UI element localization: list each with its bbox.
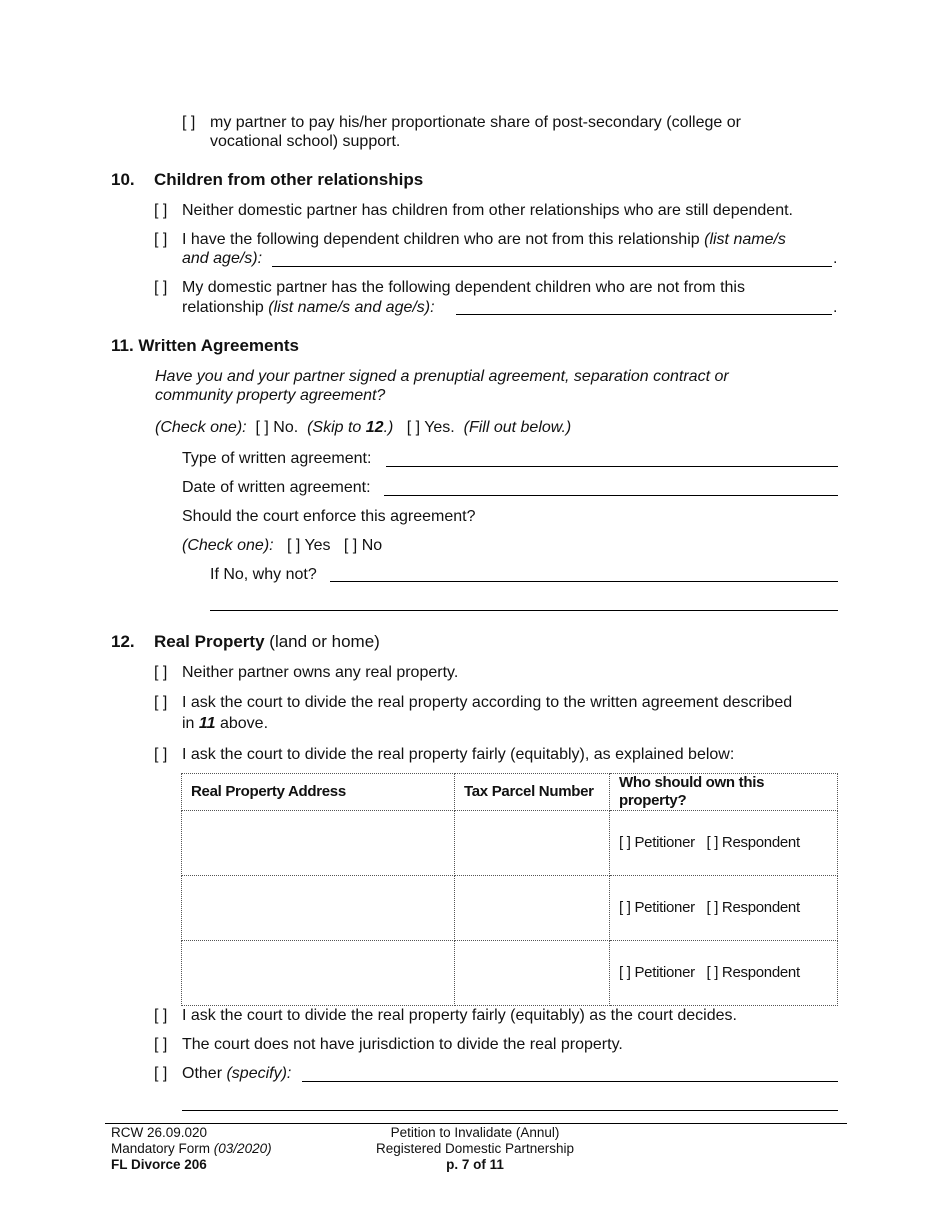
divide-per-agreement-line1: I ask the court to divide the real property according to the written agreement described <box>182 694 793 711</box>
enforce-yes-label: Yes <box>304 537 331 554</box>
section-10-number: 10. <box>111 170 135 189</box>
divide-fairly-below-option: I ask the court to divide the real property fairly (equitably), as explained below: <box>182 746 735 763</box>
footer-mandatory <box>111 1141 272 1157</box>
owner-cell <box>610 941 838 1006</box>
checkbox[interactable]: [ ] <box>154 746 168 763</box>
table-row <box>182 811 838 876</box>
checkbox[interactable]: [ ] <box>154 694 168 711</box>
table-header-row <box>182 774 838 811</box>
no-real-property-option: Neither partner owns any real property. <box>182 664 459 681</box>
respondent-checkbox[interactable]: [ ] Respondent <box>706 899 800 916</box>
type-of-agreement-label: Type of written agreement: <box>182 450 372 467</box>
footer-title2: Registered Domestic Partnership <box>375 1140 575 1156</box>
in-label: in <box>182 715 195 732</box>
post-secondary-option-line2: vocational school) support. <box>210 133 401 150</box>
why-not-input-line2[interactable] <box>210 610 838 611</box>
no-label: No. <box>273 419 299 436</box>
skip-suffix: .) <box>383 419 394 436</box>
checkbox[interactable]: [ ] <box>154 1065 168 1082</box>
owner-cell <box>610 876 838 941</box>
period: . <box>833 250 838 267</box>
checkbox[interactable]: [ ] <box>154 202 168 219</box>
my-children-text: I have the following dependent children who are not from this relationship <box>182 231 700 248</box>
other-input-line2[interactable] <box>182 1110 838 1111</box>
no-other-children-option: Neither domestic partner has children from other relationships who are still dependent. <box>182 202 793 219</box>
header-address: Real Property Address <box>182 774 455 811</box>
checkbox-no[interactable]: [ ] <box>255 419 269 436</box>
petitioner-checkbox[interactable]: [ ] Petitioner <box>619 964 695 981</box>
respondent-checkbox[interactable]: [ ] Respondent <box>706 964 800 981</box>
specify-label: (specify): <box>226 1065 292 1082</box>
address-cell[interactable] <box>182 876 455 941</box>
section-12-number: 12. <box>111 632 135 651</box>
owner-cell <box>610 811 838 876</box>
checkbox[interactable]: [ ] <box>182 114 196 131</box>
no-jurisdiction-option: The court does not have jurisdiction to divide the real property. <box>182 1036 623 1053</box>
skip-section-number: 12 <box>365 419 384 436</box>
court-decides-option: I ask the court to divide the real property fairly (equitably) as the court decides. <box>182 1007 737 1024</box>
footer-center <box>360 1125 590 1173</box>
checkbox-yes[interactable]: [ ] <box>406 419 421 436</box>
mandatory-label: Mandatory Form <box>111 1140 211 1156</box>
checkbox[interactable]: [ ] <box>154 1007 168 1024</box>
section-12-title: Real Property <box>154 632 265 651</box>
section-12-subtitle: (land or home) <box>269 632 380 651</box>
post-secondary-option-line1: my partner to pay his/her proportionate share of post-secondary (college or <box>210 114 741 131</box>
petitioner-checkbox[interactable]: [ ] Petitioner <box>619 899 695 916</box>
parcel-cell[interactable] <box>455 876 610 941</box>
parcel-cell[interactable] <box>455 811 610 876</box>
partner-children-text: relationship <box>182 299 264 316</box>
why-not-label: If No, why not? <box>210 566 317 583</box>
divide-per-agreement-line2 <box>182 714 268 733</box>
enforce-no-label: No <box>361 537 383 554</box>
table-row <box>182 876 838 941</box>
partner-children-option-line2 <box>182 298 435 317</box>
section-11-heading: 11. Written Agreements <box>111 336 300 355</box>
footer-rcw: RCW 26.09.020 <box>111 1125 208 1140</box>
address-cell[interactable] <box>182 941 455 1006</box>
agreement-question-line2: community property agreement? <box>155 387 386 404</box>
type-of-agreement-input[interactable] <box>386 466 838 467</box>
fill-out-label: (Fill out below.) <box>463 419 572 436</box>
checkbox[interactable]: [ ] <box>154 1036 168 1053</box>
check-one-label: (Check one): <box>182 537 274 554</box>
petitioner-checkbox[interactable]: [ ] Petitioner <box>619 834 695 851</box>
header-owner: Who should own this property? <box>610 774 838 811</box>
section-10-title: Children from other relationships <box>154 170 424 189</box>
yes-label: Yes. <box>424 419 455 436</box>
my-children-italic-2: and age/s): <box>182 250 263 267</box>
skip-prefix: (Skip to <box>307 419 366 436</box>
real-property-table <box>181 773 838 1006</box>
checkbox-enforce-yes[interactable]: [ ] <box>286 537 301 554</box>
why-not-input-line1[interactable] <box>330 581 838 582</box>
partner-children-option-line1: My domestic partner has the following dependent children who are not from this <box>182 279 745 296</box>
date-of-agreement-label: Date of written agreement: <box>182 479 371 496</box>
my-children-input-line[interactable] <box>272 266 832 267</box>
check-one-label: (Check one): <box>155 419 247 436</box>
mandatory-date: (03/2020) <box>213 1140 272 1156</box>
checkbox[interactable]: [ ] <box>154 664 168 681</box>
footer-title1: Petition to Invalidate (Annul) <box>390 1125 560 1140</box>
table-row <box>182 941 838 1006</box>
above-label: above. <box>219 715 269 732</box>
checkbox[interactable]: [ ] <box>154 279 168 296</box>
date-of-agreement-input[interactable] <box>384 495 838 496</box>
checkbox-enforce-no[interactable]: [ ] <box>343 537 358 554</box>
enforce-question: Should the court enforce this agreement? <box>182 508 476 525</box>
my-children-italic: (list name/s <box>704 231 786 248</box>
parcel-cell[interactable] <box>455 941 610 1006</box>
partner-children-input-line[interactable] <box>456 314 832 315</box>
agreement-check-row <box>155 418 571 437</box>
footer-divider <box>105 1123 847 1124</box>
address-cell[interactable] <box>182 811 455 876</box>
respondent-checkbox[interactable]: [ ] Respondent <box>706 834 800 851</box>
other-label: Other <box>182 1065 223 1082</box>
partner-children-italic: (list name/s and age/s): <box>268 299 435 316</box>
other-input-line1[interactable] <box>302 1081 838 1082</box>
period: . <box>833 299 838 316</box>
agreement-question-line1: Have you and your partner signed a prenuptial agreement, separation contract or <box>155 368 729 385</box>
my-children-option <box>182 230 786 249</box>
header-parcel: Tax Parcel Number <box>455 774 610 811</box>
enforce-check-row <box>182 536 382 555</box>
footer-page: p. 7 of 11 <box>446 1156 504 1172</box>
section-ref-11: 11 <box>198 715 216 732</box>
footer-left <box>111 1125 272 1173</box>
checkbox[interactable]: [ ] <box>154 231 168 248</box>
footer-form-id: FL Divorce 206 <box>111 1156 207 1172</box>
section-12-title-row <box>154 632 380 652</box>
other-option <box>182 1064 291 1083</box>
